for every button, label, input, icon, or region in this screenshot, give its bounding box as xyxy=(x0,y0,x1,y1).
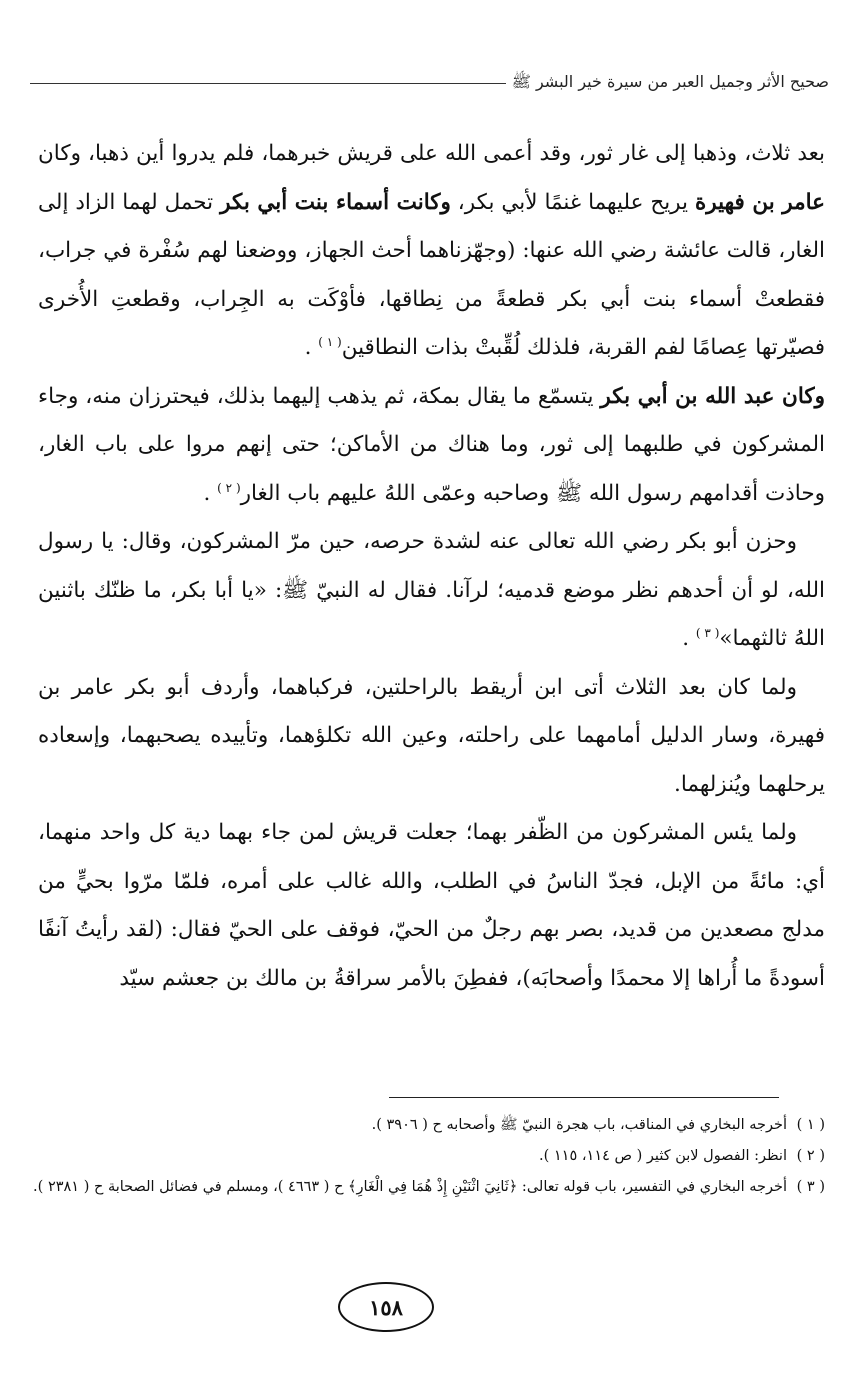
footnote-separator xyxy=(389,1097,779,1098)
footnotes xyxy=(22,1113,825,1206)
header-rule xyxy=(30,83,506,84)
footnote-text: أخرجه البخاري في المناقب، باب هجرة النبيّ ﷺ وأصحابه ح ( ٣٩٠٦ ). xyxy=(371,1117,787,1133)
footnote-number: ( ٢ ) xyxy=(796,1148,825,1164)
page-number: ١٥٨ xyxy=(338,1282,434,1332)
footnote-2 xyxy=(22,1144,825,1169)
footnote-number: ( ٣ ) xyxy=(796,1179,825,1195)
paragraph-5: ولما يئس المشركون من الظّفر بهما؛ جعلت قريش لمن جاء بهما دية كل واحد منهما، أي: مائةً من الإبل، فجدّ الناسُ في الطلب، والله غالب على أمره، فلمّا مرّوا بحيٍّ من مدلج مصعدين من قديد، بصر بهم رجلٌ من الحيّ، فوقف على الحيّ فقال: (لقد رأيتُ آنفًا أسودةً ما أُراها إلا محمدًا وأصحابَه)، ففطِنَ بالأمر سراقةُ بن مالك بن جعشم سيّد xyxy=(38,820,825,991)
paragraph-2: وكان عبد الله بن أبي بكر يتسمّع ما يقال بمكة، ثم يذهب إليهما بذلك، فيحترزان منه، وجاء المشركون في طلبهما إلى ثور، وما هناك من الأماكن؛ حتى إنهم مروا على باب الغار، وحاذت أقدامهم رسول الله ﷺ وصاحبه وعمّى اللهُ عليهم باب الغار$^{( ٢ )}$ . xyxy=(38,383,825,506)
header-title: صحيح الأثر وجميل العبر من سيرة خير البشر ﷺ xyxy=(511,72,829,91)
paragraph-1: بعد ثلاث، وذهبا إلى غار ثور، وقد أعمى الله على قريش خبرهما، فلم يدروا أين ذهبا، وكان عامر بن فهيرة يريح عليهما غنمًا لأبي بكر، وكانت أسماء بنت أبي بكر تحمل لهما الزاد إلى الغار، قالت عائشة رضي الله عنها: (وجهّزناهما أحث الجهاز، ووضعنا لهم سُفْرة في جراب، فقطعتْ أسماء بنت أبي بكر قطعةً من نِطاقها، فأوْكَت به الجِراب، وقطعتِ الأُخرى فصيّرتها عِصامًا لفم القربة، فلذلك لُقِّبتْ بذات النطاقين$^{( ١ )}$ . xyxy=(38,141,826,360)
bold-name: وكانت أسماء بنت أبي بكر xyxy=(220,189,451,215)
running-header xyxy=(30,72,829,95)
paragraph-3: وحزن أبو بكر رضي الله تعالى عنه لشدة حرصه، حين مرّ المشركون، وقال: يا رسول الله، لو أن أحدهم نظر موضع قدميه؛ لرآنا. فقال له النبيّ ﷺ: «يا أبا بكر، ما ظنّك باثنين اللهُ ثالثهما»$^{( ٣ )}$ . xyxy=(38,529,825,651)
footnote-ref[interactable]: ( ٣ ) xyxy=(695,625,720,640)
footnote-1 xyxy=(22,1113,825,1138)
footnote-text: انظر: الفصول لابن كثير ( ص ١١٤، ١١٥ ). xyxy=(538,1148,787,1164)
footnote-number: ( ١ ) xyxy=(796,1117,825,1133)
bold-name: عامر بن فهيرة xyxy=(694,189,826,215)
paragraph-4: ولما كان بعد الثلاث أتى ابن أريقط بالراحلتين، فركباهما، وأردف أبو بكر عامر بن فهيرة، وسار الدليل أمامهما على راحلته، وعين الله تكلؤهما، وتأييده يصحبهما، وإسعاده يرحلهما ويُنزلهما. xyxy=(38,674,825,797)
main-text xyxy=(38,130,825,1003)
bold-name: وكان عبد الله بن أبي بكر xyxy=(600,383,825,409)
footnote-ref[interactable]: ( ٢ ) xyxy=(217,480,241,495)
footnote-3 xyxy=(22,1175,825,1200)
footnote-text: أخرجه البخاري في التفسير، باب قوله تعالى: ﴿ثَانِيَ اثْنَيْنِ إِذْ هُمَا فِي الْغَارِ﴾ ح ( ٤٦٦٣ )، ومسلم في فضائل الصحابة ح ( ٢٣٨١ ). xyxy=(33,1179,787,1195)
footnote-ref[interactable]: ( ١ ) xyxy=(318,334,342,349)
